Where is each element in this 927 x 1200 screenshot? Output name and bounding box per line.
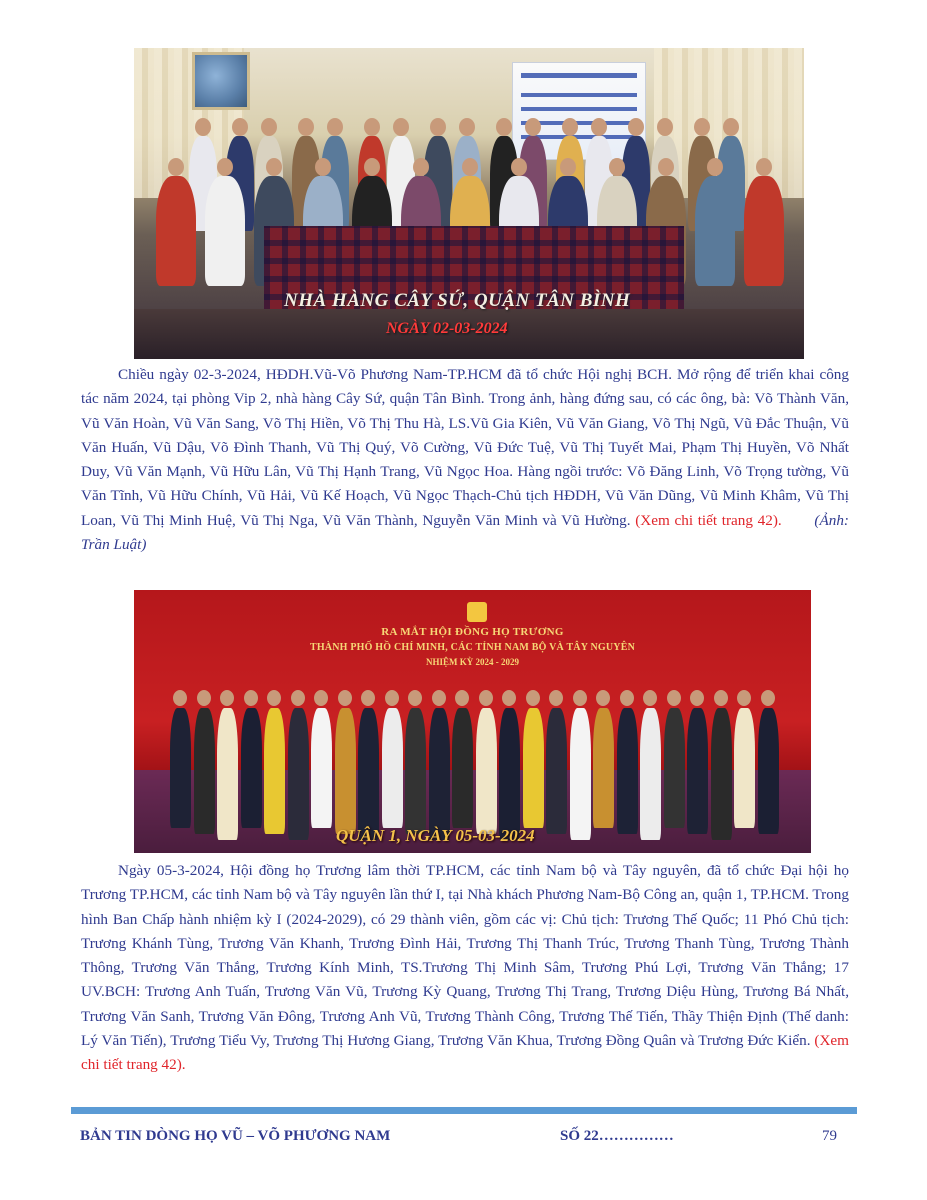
person-head (364, 118, 380, 136)
paragraph-1-text: Chiều ngày 02-3-2024, HĐDH.Vũ-Võ Phương Nam-TP.HCM đã tổ chức Hội nghị BCH. Mở rộng để triển khai công tác năm 2024, tại phòng Vip 2, nhà hàng Cây Sứ, quận Tân Bình. Trong ảnh, hàng đứng sau, có các ông, bà: Võ Thành Văn, Vũ Văn Hoàn, Vũ Văn Sang, Võ Thị Hiền, Võ Thị Thu Hà, LS.Vũ Gia Kiên, Vũ Văn Giang, Võ Thị Ngũ, Vũ Đắc Thuận, Vũ Văn Huấn, Vũ Dậu, Võ Đình Thanh, Vũ Thị Quý, Võ Cường, Vũ Đức Tuệ, Vũ Thị Tuyết Mai, Phạm Thị Huyền, Võ Nhất Duy, Vũ Văn Mạnh, Vũ Hữu Lân, Vũ Thị Hạnh Trang, Vũ Ngọc Hoa. Hàng ngồi trước: Võ Đăng Linh, Võ Trọng tường, Vũ Văn Tĩnh, Vũ Hữu Chính, Vũ Hải, Vũ Kế Hoạch, Vũ Ngọc Thạch-Chủ tịch HĐDH, Vũ Văn Dũng, Vũ Minh Khâm, Vũ Thị Loan, Vũ Thị Minh Huệ, Vũ Thị Nga, Vũ Văn Thành, Nguyễn Văn Minh và Vũ Hường. (81, 366, 849, 529)
person-head (479, 690, 493, 706)
person-head (609, 158, 625, 176)
person-head (168, 158, 184, 176)
person-head (361, 690, 375, 706)
person-head (327, 118, 343, 136)
group-photo-cay-su (134, 48, 804, 359)
person-head (298, 118, 314, 136)
paragraph-2 (81, 859, 849, 1078)
person-silhouette (264, 708, 285, 834)
page-number: 79 (822, 1128, 837, 1144)
person-head (195, 118, 211, 136)
person-head (596, 690, 610, 706)
person-silhouette (523, 708, 544, 828)
person-head (261, 118, 277, 136)
person-head (667, 690, 681, 706)
council-logo (467, 602, 487, 622)
person-head (737, 690, 751, 706)
photo1-caption-date: NGÀY 02-03-2024 (386, 320, 508, 337)
person-silhouette (640, 708, 661, 840)
person-silhouette (476, 708, 497, 834)
footer-rule (71, 1107, 857, 1114)
person-head (432, 690, 446, 706)
person-head (364, 158, 380, 176)
person-silhouette (156, 176, 196, 286)
see-details-link-1[interactable]: (Xem chi tiết trang 42). (635, 511, 782, 529)
person-head (511, 158, 527, 176)
paragraph-1 (81, 363, 849, 557)
person-silhouette (695, 176, 735, 286)
person-head (690, 690, 704, 706)
person-silhouette (499, 708, 520, 840)
person-head (338, 690, 352, 706)
person-head (643, 690, 657, 706)
person-head (232, 118, 248, 136)
person-head (291, 690, 305, 706)
person-head (197, 690, 211, 706)
person-head (573, 690, 587, 706)
person-head (723, 118, 739, 136)
person-silhouette (711, 708, 732, 840)
person-head (173, 690, 187, 706)
person-head (217, 158, 233, 176)
person-head (707, 158, 723, 176)
person-head (761, 690, 775, 706)
person-silhouette (170, 708, 191, 828)
person-head (455, 690, 469, 706)
person-silhouette (687, 708, 708, 834)
person-silhouette (311, 708, 332, 828)
person-silhouette (241, 708, 262, 828)
person-head (628, 118, 644, 136)
person-head (526, 690, 540, 706)
group-photo-truong-council (134, 590, 811, 853)
banner-line-3: NHIỆM KỲ 2024 - 2029 (426, 657, 519, 667)
person-head (562, 118, 578, 136)
person-head (459, 118, 475, 136)
person-head (658, 158, 674, 176)
person-head (266, 158, 282, 176)
paragraph-2-text: Ngày 05-3-2024, Hội đồng họ Trương lâm thời TP.HCM, các tỉnh Nam bộ và Tây nguyên, đã tổ chức Đại hội họ Trương TP.HCM, các tỉnh Nam bộ và Tây nguyên lần thứ I, tại Nhà khách Phương Nam-Bộ Công an, quận 1, TP.HCM. Trong hình Ban Chấp hành nhiệm kỳ I (2024-2029), có 29 thành viên, gồm các vị: Chủ tịch: Trương Thế Quốc; 11 Phó Chủ tịch: Trương Khánh Tùng, Trương Văn Khanh, Trương Đình Hải, Trương Thị Thanh Trúc, Trương Thanh Tùng, Trương Thành Thông, Trương Văn Thắng, Trương Kính Minh, TS.Trương Thị Minh Sâm, Trương Phú Lợi, Trương Văn Thắng; 17 UV.BCH: Trương Anh Tuấn, Trương Văn Vũ, Trương Kỳ Quang, Trương Thị Trang, Trương Diệu Hùng, Trương Bá Nhất, Trương Văn Sanh, Trương Văn Đông, Trương Anh Vũ, Trương Thành Công, Trương Thế Tiến, Thầy Thiện Định (Thế danh: Lý Văn Tiến), Trương Tiểu Vy, Trương Thị Hương Giang, Trương Văn Khua, Trương Đồng Quân và Trương Đức Kiển. (81, 862, 849, 1050)
person-head (525, 118, 541, 136)
person-silhouette (405, 708, 426, 834)
person-head (314, 690, 328, 706)
person-head (657, 118, 673, 136)
person-head (462, 158, 478, 176)
person-head (549, 690, 563, 706)
banner-line-2: THÀNH PHỐ HỒ CHÍ MINH, CÁC TỈNH NAM BỘ VÀ TÂY NGUYÊN (309, 642, 636, 653)
person-silhouette (664, 708, 685, 828)
person-silhouette (205, 176, 245, 286)
person-head (393, 118, 409, 136)
person-silhouette (194, 708, 215, 834)
person-head (244, 690, 258, 706)
footer-issue: SỐ 22…………… (560, 1128, 674, 1144)
person-head (315, 158, 331, 176)
photo-credit: (Ảnh: Trần Luật) (81, 511, 849, 554)
person-head (756, 158, 772, 176)
person-head (620, 690, 634, 706)
person-silhouette (744, 176, 784, 286)
person-head (430, 118, 446, 136)
see-details-link-2[interactable]: (Xem chi tiết trang 42). (81, 1032, 849, 1074)
person-silhouette (758, 708, 779, 834)
person-head (267, 690, 281, 706)
person-silhouette (734, 708, 755, 828)
person-silhouette (452, 708, 473, 828)
person-silhouette (335, 708, 356, 834)
person-head (694, 118, 710, 136)
footer-publication: BẢN TIN DÒNG HỌ VŨ – VÕ PHƯƠNG NAM (80, 1128, 391, 1144)
person-head (560, 158, 576, 176)
person-silhouette (593, 708, 614, 828)
person-head (714, 690, 728, 706)
person-head (502, 690, 516, 706)
person-silhouette (217, 708, 238, 840)
person-silhouette (617, 708, 638, 834)
photo1-caption-place: NHÀ HÀNG CÂY SỨ, QUẬN TÂN BÌNH (284, 290, 631, 311)
person-head (408, 690, 422, 706)
person-head (220, 690, 234, 706)
person-silhouette (288, 708, 309, 840)
person-silhouette (546, 708, 567, 834)
photo2-caption: QUẬN 1, NGÀY 05-03-2024 (336, 826, 535, 845)
person-silhouette (429, 708, 450, 840)
person-head (591, 118, 607, 136)
person-head (385, 690, 399, 706)
person-silhouette (358, 708, 379, 840)
person-head (496, 118, 512, 136)
wall-painting (192, 52, 250, 110)
person-silhouette (382, 708, 403, 828)
banner-line-1: RA MẮT HỘI ĐỒNG HỌ TRƯƠNG (381, 626, 564, 638)
person-silhouette (570, 708, 591, 840)
person-head (413, 158, 429, 176)
